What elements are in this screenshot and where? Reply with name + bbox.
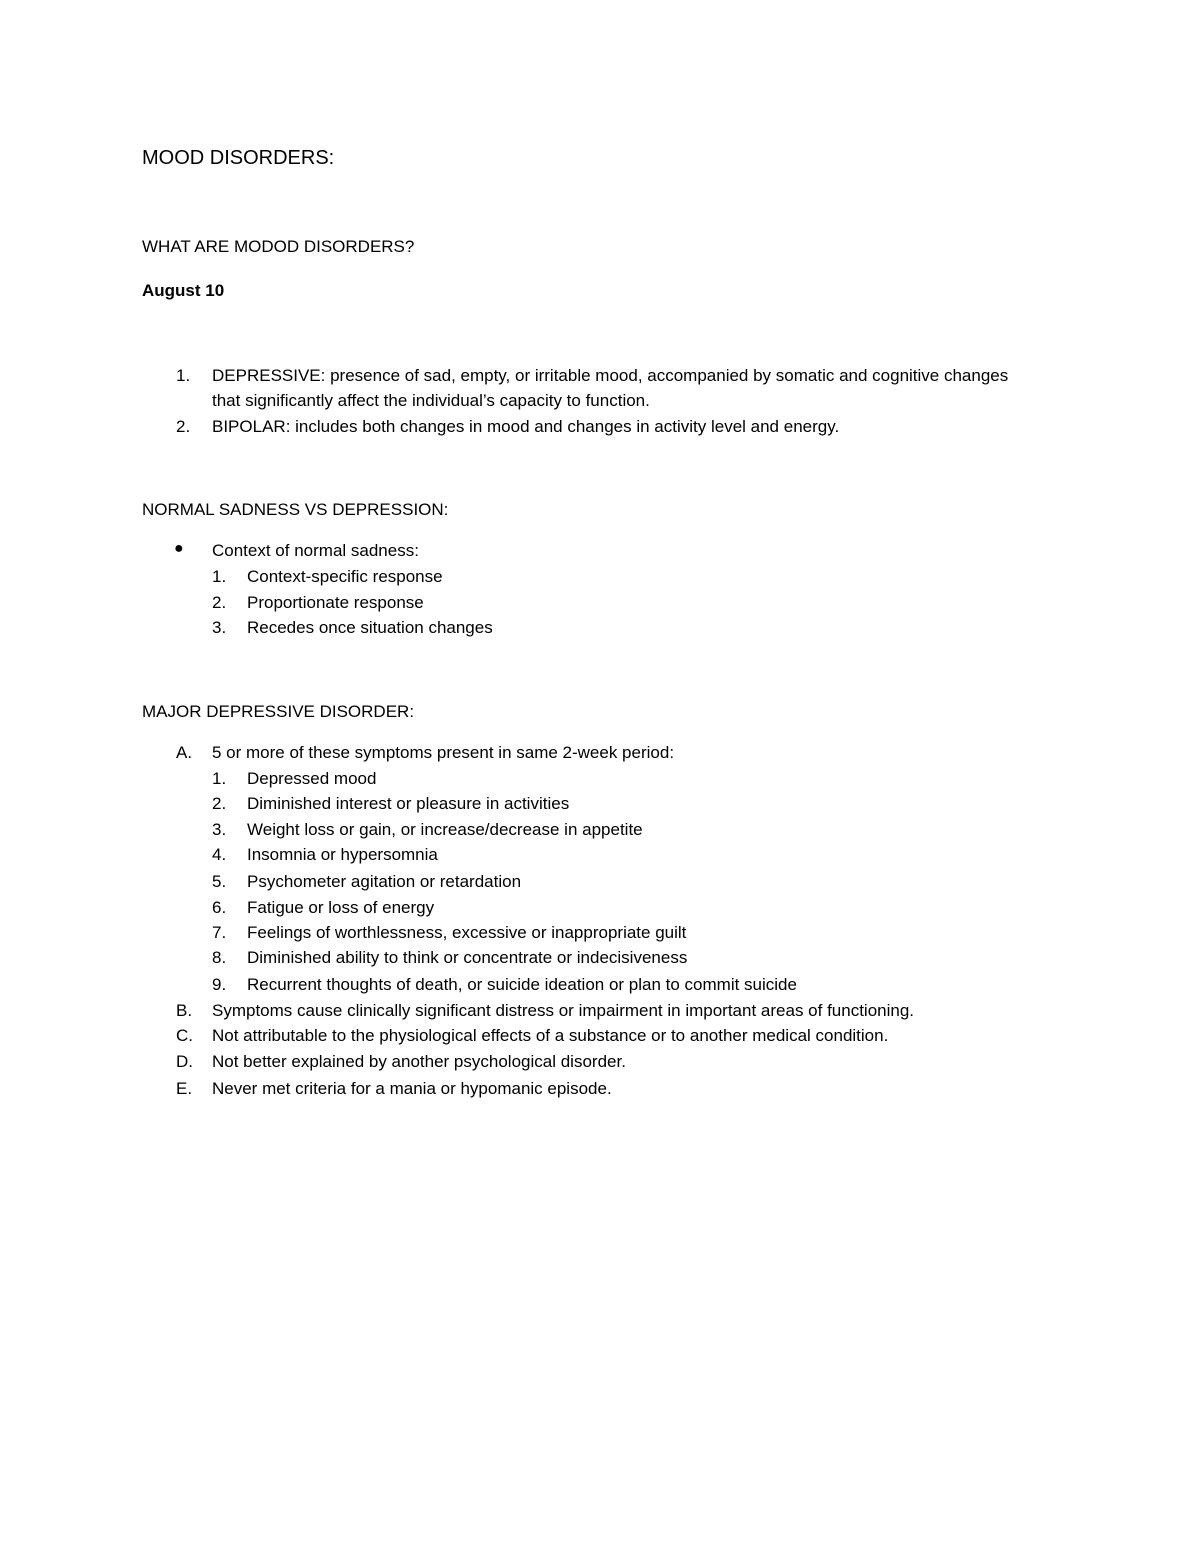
list-marker: 2. [176, 417, 191, 436]
criterion-d: Not better explained by another psychological disorder. [212, 1052, 626, 1071]
bullet-icon: ● [174, 540, 184, 557]
document-title: MOOD DISORDERS: [142, 147, 335, 169]
list-item-bipolar: BIPOLAR: includes both changes in mood and changes in activity level and energy. [212, 417, 840, 436]
list-marker: D. [176, 1052, 193, 1071]
list-item: Proportionate response [247, 593, 424, 612]
symptom-item: Recurrent thoughts of death, or suicide ideation or plan to commit suicide [247, 975, 797, 994]
list-item-depressive-line1: DEPRESSIVE: presence of sad, empty, or irritable mood, accompanied by somatic and cognitive changes [212, 366, 1009, 385]
list-marker: C. [176, 1026, 193, 1045]
list-marker: 3. [212, 820, 227, 839]
list-item-depressive-line2: that significantly affect the individual’s capacity to function. [212, 391, 650, 410]
list-marker: 4. [212, 845, 227, 864]
list-marker: 2. [212, 593, 227, 612]
section-heading-what-are: WHAT ARE MODOD DISORDERS? [142, 237, 415, 256]
list-marker: 1. [176, 366, 191, 385]
list-marker: 6. [212, 898, 227, 917]
list-item: Recedes once situation changes [247, 618, 493, 637]
section-heading-mdd: MAJOR DEPRESSIVE DISORDER: [142, 702, 415, 721]
date-label: August 10 [142, 281, 225, 300]
criterion-b: Symptoms cause clinically significant distress or impairment in important areas of functioning. [212, 1001, 915, 1020]
list-item: Context-specific response [247, 567, 443, 586]
symptom-item: Depressed mood [247, 769, 377, 788]
list-marker: E. [176, 1079, 193, 1098]
list-marker: 7. [212, 923, 227, 942]
symptom-item: Psychometer agitation or retardation [247, 872, 522, 891]
symptom-item: Feelings of worthlessness, excessive or inappropriate guilt [247, 923, 687, 942]
bullet-item-context: Context of normal sadness: [212, 541, 419, 560]
list-marker: 2. [212, 794, 227, 813]
criterion-e: Never met criteria for a mania or hypomanic episode. [212, 1079, 612, 1098]
list-marker: 5. [212, 872, 227, 891]
section-heading-normal-sadness: NORMAL SADNESS VS DEPRESSION: [142, 500, 449, 519]
list-marker: A. [176, 743, 193, 762]
list-marker: 9. [212, 975, 227, 994]
criterion-c: Not attributable to the physiological effects of a substance or to another medical condition. [212, 1026, 889, 1045]
list-marker: B. [176, 1001, 193, 1020]
list-marker: 1. [212, 567, 227, 586]
list-marker: 1. [212, 769, 227, 788]
symptom-item: Fatigue or loss of energy [247, 898, 435, 917]
symptom-item: Diminished ability to think or concentrate or indecisiveness [247, 948, 688, 967]
criterion-a: 5 or more of these symptoms present in same 2-week period: [212, 743, 675, 762]
symptom-item: Insomnia or hypersomnia [247, 845, 438, 864]
list-marker: 8. [212, 948, 227, 967]
symptom-item: Weight loss or gain, or increase/decrease in appetite [247, 820, 643, 839]
symptom-item: Diminished interest or pleasure in activities [247, 794, 570, 813]
list-marker: 3. [212, 618, 227, 637]
